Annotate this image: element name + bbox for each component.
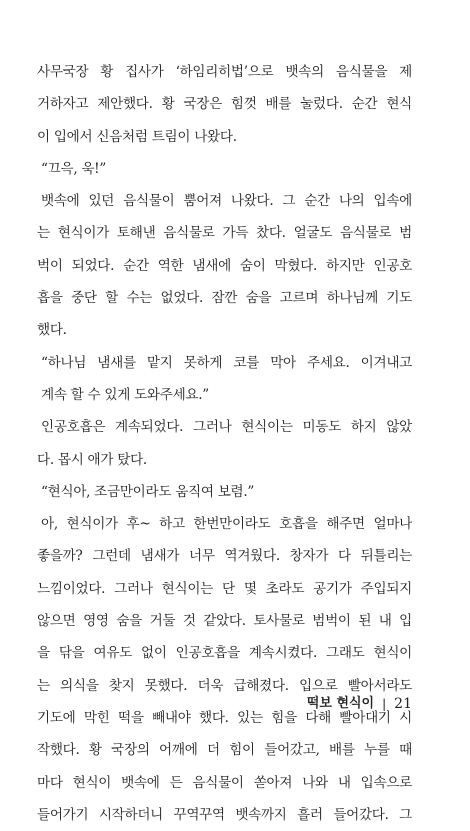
text-line: 이 입에서 신음처럼 트림이 나왔다. <box>37 128 237 145</box>
text-line: “현식아, 조금만이라도 움직여 보렴.” <box>41 483 255 500</box>
text-line: 들어가기 시작하더니 꾸역꾸역 뱃속까지 흘러 들어갔다. 그 <box>37 806 412 823</box>
text-line: 사무국장 황 집사가 ‘하임리히법’으로 뱃속의 음식물을 제 <box>37 64 412 80</box>
text-line: 벅이 되었다. 순간 역한 냄새에 숨이 막혔다. 하지만 인공호 <box>37 257 412 274</box>
text-line: 작했다. 황 국장의 어깨에 더 힘이 들어갔고, 배를 누를 때 <box>37 742 412 759</box>
footer-separator: | <box>382 697 387 711</box>
text-line: 인공호흡은 계속되었다. 그러나 현식이는 미동도 하지 않았 <box>41 419 412 436</box>
text-line: 했다. <box>37 322 67 339</box>
text-line: 느낌이었다. 그러나 현식이는 단 몇 초라도 공기가 주입되지 <box>37 580 412 597</box>
text-line: 거하자고 제안했다. 황 국장은 힘껏 배를 눌렀다. 순간 현식 <box>37 96 412 113</box>
running-title: 떡보 현식이 <box>306 696 375 711</box>
text-line: 좋을까? 그런데 냄새가 너무 역겨웠다. 창자가 다 뒤틀리는 <box>37 548 412 565</box>
text-line: 뱃속에 있던 음식물이 뿜어져 나왔다. 그 순간 나의 입속에 <box>41 193 412 210</box>
text-line: 는 의식을 찾지 못했다. 더욱 급해졌다. 입으로 빨아서라도 <box>37 677 412 694</box>
text-line: “하나님 냄새를 맡지 못하게 코를 막아 주세요. 이겨내고 <box>41 354 412 371</box>
text-line: 기도에 막힌 떡을 빼내야 했다. 있는 힘을 다해 빨아대기 시 <box>37 709 412 726</box>
page-footer <box>307 692 412 716</box>
text-line: 흡을 중단 할 수는 없었다. 잠깐 숨을 고르며 하나님께 기도 <box>37 290 412 307</box>
text-line: 는 현식이가 토해낸 음식물로 가득 찼다. 얼굴도 음식물로 범 <box>37 225 412 242</box>
text-line: 마다 현식이 뱃속에 든 음식물이 쏟아져 나와 내 입속으로 <box>37 774 412 791</box>
text-line: 계속 할 수 있게 도와주세요.” <box>41 386 209 403</box>
text-line: 않으면 영영 숨을 거둘 것 같았다. 토사물로 범벅이 된 내 입 <box>37 613 412 630</box>
text-line: 을 닦을 여유도 없이 인공호흡을 계속시켰다. 그래도 현식이 <box>37 645 412 662</box>
text-line: 다. 몹시 애가 탔다. <box>37 451 147 468</box>
text-line: “끄윽, 욱!” <box>41 160 106 177</box>
text-line: 아, 현식이가 후~ 하고 한번만이라도 호흡을 해주면 얼마나 <box>41 516 412 533</box>
page-number: 21 <box>394 696 412 712</box>
